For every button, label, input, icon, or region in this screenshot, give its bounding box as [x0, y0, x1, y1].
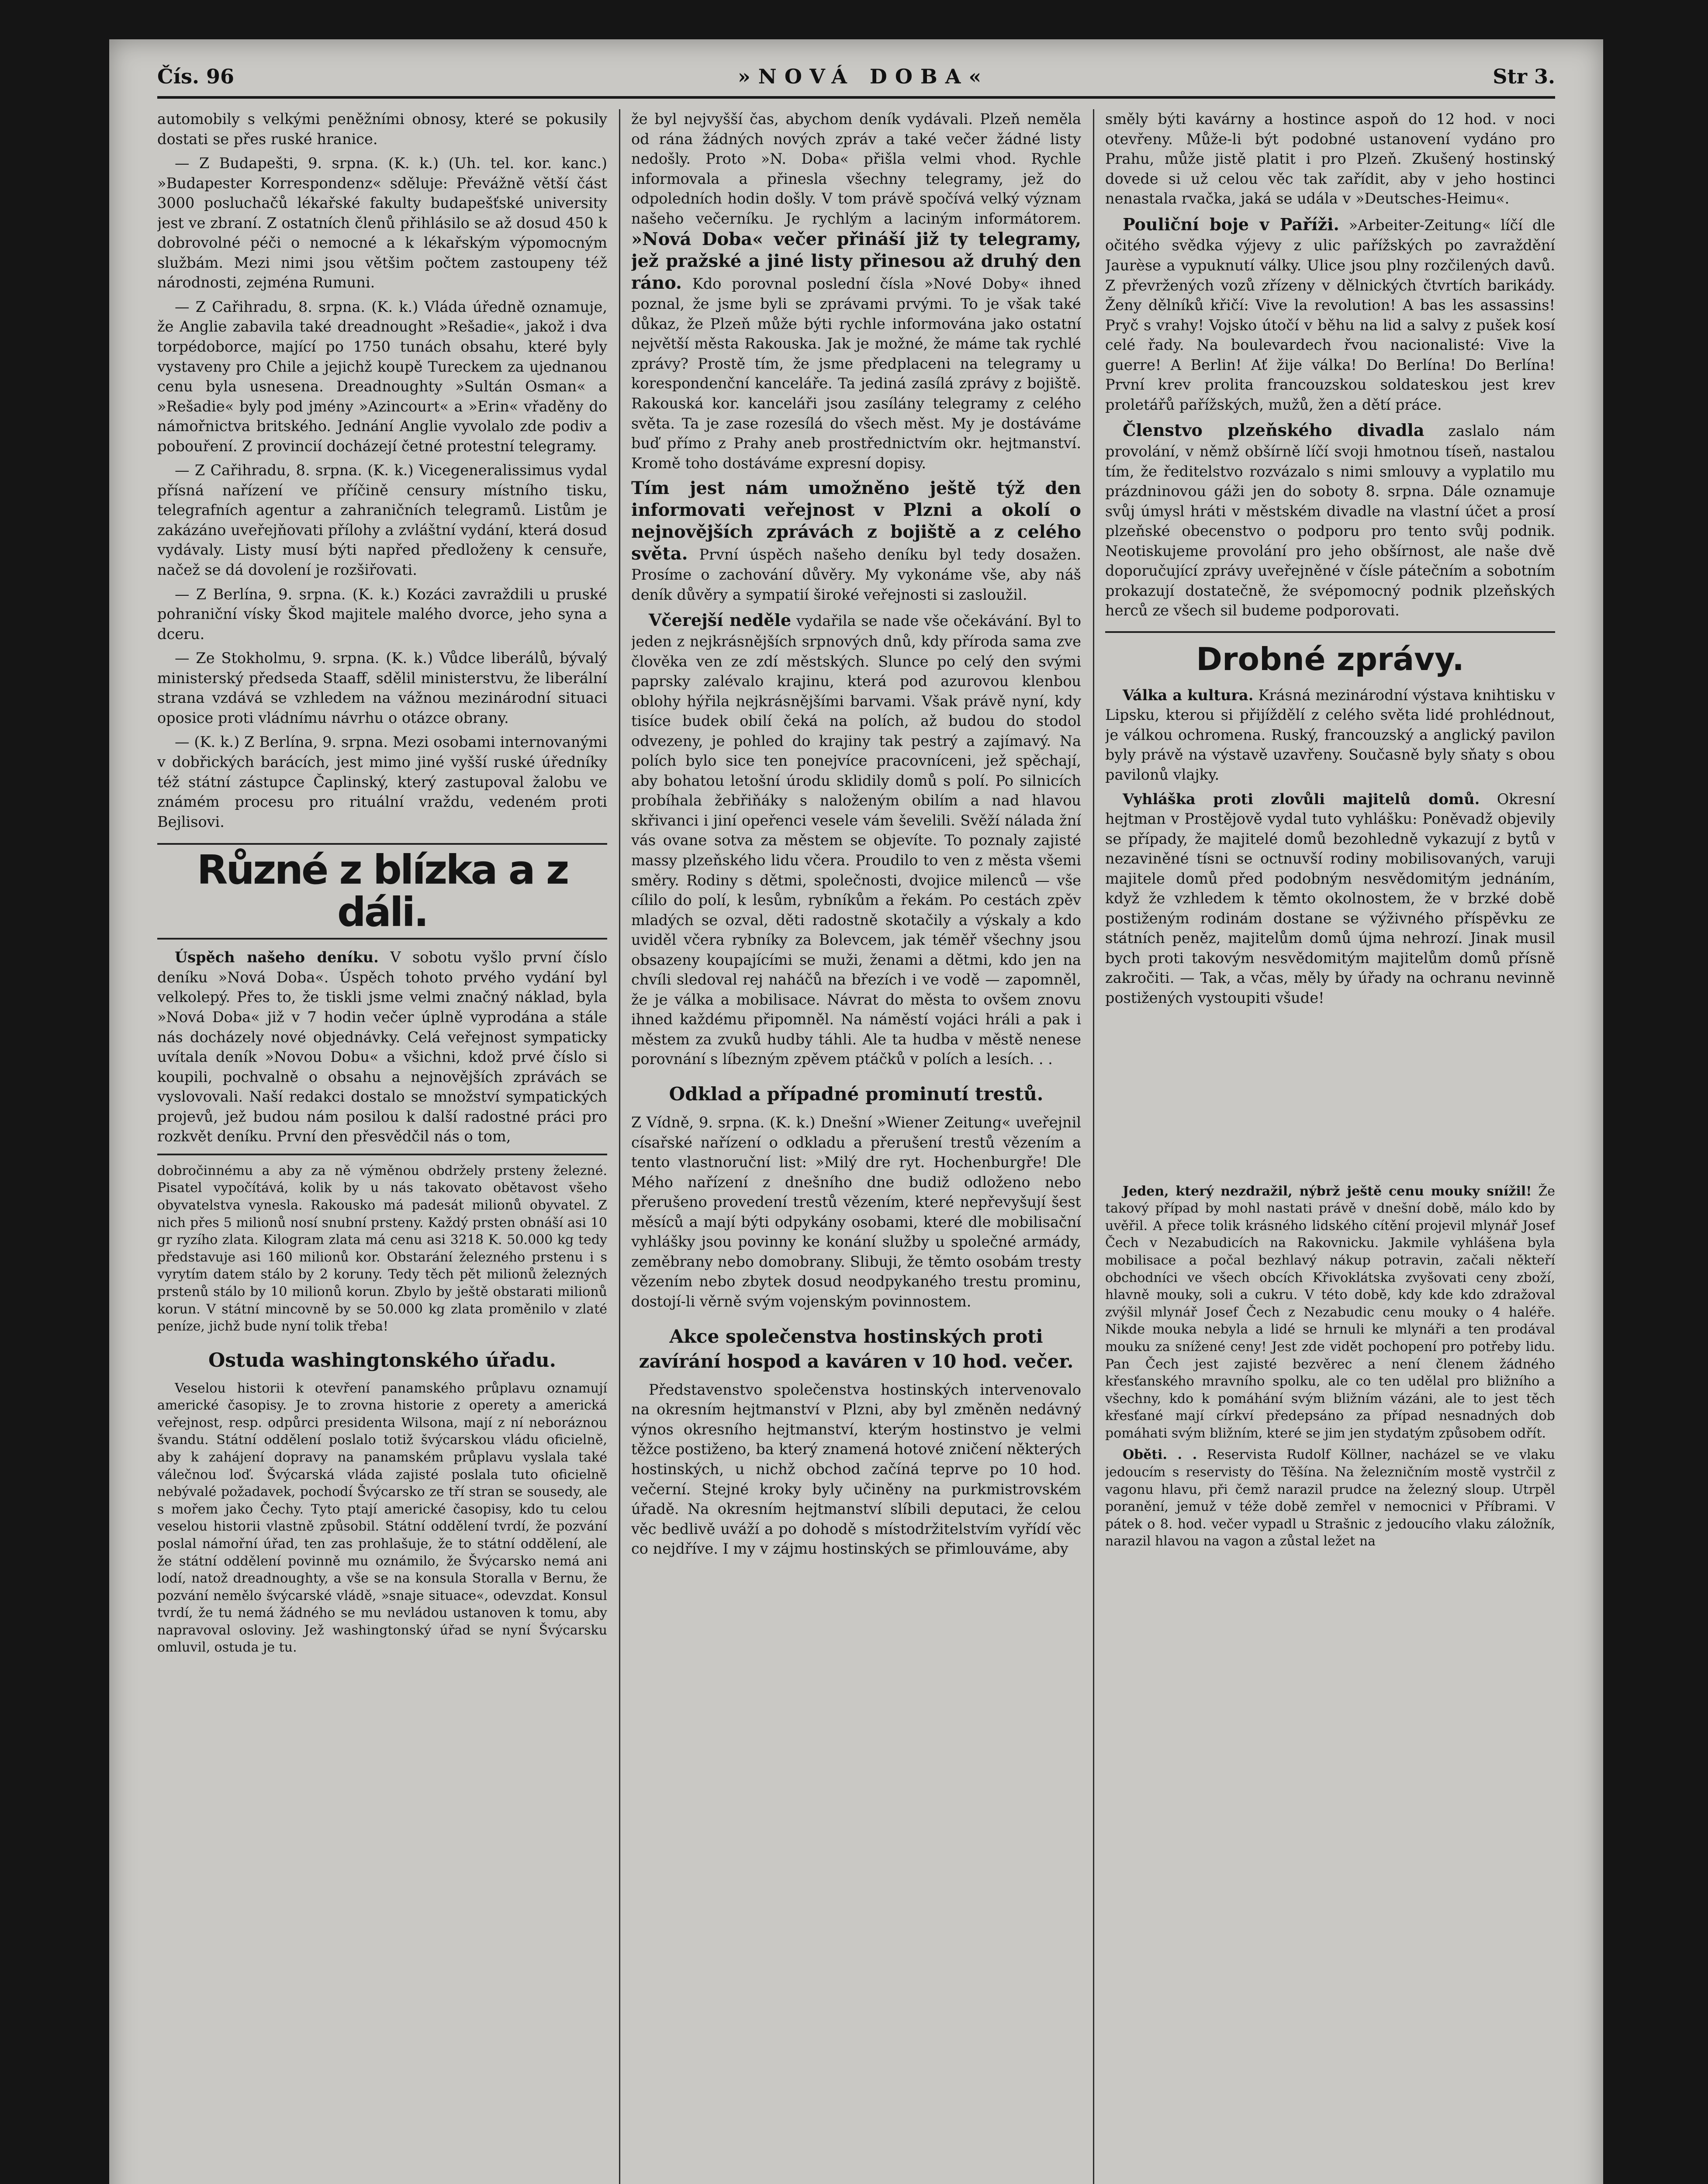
article-kicker: Pouliční boje v Paříži. — [1123, 214, 1339, 234]
article-text: Reservista Rudolf Köllner, nacházel se ve vlaku jedoucím s reservisty do Těšína. Na železničním mostě vystrčil z vagonu hlavu, při čemž narazil prudce na železný sloup. Utrpěl poranění, jemuž v téže době zemřel v nemocnici v Příbrami. V pátek o 8. hod. večer vypadl u Strašnic z jedoucího vlaku záložník, narazil hlavou na vagon a zůstal ležet na — [1105, 1447, 1555, 1549]
article-text: Okresní hejtman v Prostějově vydal tuto vyhlášku: Poněvadž objevily se případy, že majitelé domů bezohledně vykazují z bytů v nezaviněné tísni se octnuvší rodiny mobilisovaných, varuji majitele domů před podobným nesvědomitým jednáním, když že vzhledem k těmto okolnostem, že v brzké době postiženým rodinám dostane se výživného příspěvku ze státních peněz, majitelům domů újma nehrozí. Jinak musil bych proti takovým nesvědomitým majitelům domů přísně zakročiti. — Tak, a včas, měly by úřady na ochranu nevinně postižených vystoupiti všude! — [1105, 790, 1555, 1007]
page-number: Str 3. — [1493, 65, 1555, 88]
article-paragraph — [1105, 213, 1555, 415]
newspaper-title: »NOVÁ DOBA« — [738, 65, 989, 88]
article-paragraph — [1105, 685, 1555, 785]
article-text: »Arbeiter-Zeitung« líčí dle očitého svědka výjevy z ulic pařížských po zavraždění Jaurèse a vypuknutí války. Ulice jsou plny rozčilených davů. Z převržených vozů zřízeny v dělnických čtvrtích barikády. Ženy dělníků křičí: Vive la revolution! A bas les assassins! Pryč s vrahy! Vojsko útočí v běhu na lid a salvy z pušek kosí celé řady. Na boulevardech řvou nacionalisté: Vive la guerre! A Berlin! Ať žije válka! Do Berlína! Do Berlína! První krev prolita francouzskou soldateskou jest krev proletářů pařížských, mužů, žen a dětí práce. — [1105, 216, 1555, 413]
article-paragraph: automobily s velkými peněžními obnosy, které se pokusily dostati se přes ruské hranice. — [157, 111, 607, 148]
article-paragraph — [631, 477, 1081, 605]
article-kicker: Jeden, který nezdražil, nýbrž ještě cenu mouky snížil! — [1123, 1183, 1532, 1199]
article-kicker: Členstvo plzeňského divadla — [1123, 420, 1424, 440]
article-text: že byl nejvyšší čas, abychom deník vydávali. Plzeň neměla od rána žádných nových zpráv a také večer žádné listy nedošly. Proto »N. Doba« přišla velmi vhod. Rychle informovala a přinesla všechny telegramy, jež do odpoledních hodin došly. V tom právě spočívá velký význam našeho večerníku. Je rychlým a laciným informátorem. — [631, 111, 1081, 227]
highlight-text: Tím jest nám umožněno ještě týž den informovati veřejnost v Plzni a okolí o nejnovějších zprávách z bojiště a z celého světa. — [631, 478, 1081, 564]
column-divider — [1093, 109, 1094, 2184]
article-kicker: Úspěch našeho deníku. — [175, 949, 379, 966]
article-paragraph — [1105, 789, 1555, 1008]
blank-space — [1105, 1013, 1555, 1183]
column-divider — [619, 109, 620, 2184]
article-text: V sobotu vyšlo první číslo deníku »Nová Doba«. Úspěch tohoto prvého vydání byl velkolepý. Přes to, že tiskli jsme velmi značný náklad, byla »Nová Doba« již v 7 hodin večer úplně vyprodána a stále nás docházely nové objednávky. Celá veřejnost sympaticky uvítala deník »Novou Dobu« a všichni, kdož prvé číslo si koupili, pochvalně o obsahu a nejnovějších zprávách se vyslovovali. Naší redakci dostalo se množství sympatických projevů, jež budou nám posilou k další radostné práci pro rozkvět deníku. První den přesvědčil nás o tom, — [157, 949, 607, 1145]
article-kicker: Včerejší neděle — [649, 610, 792, 630]
article-paragraph: směly býti kavárny a hostince aspoň do 12 hod. v noci otevřeny. Může-li být podobné ustanovení vydáno pro Prahu, může jistě platit i pro Plzeň. Zkušený hostinský dovede si už celou věc tak zařídit, aby v jeho hostinci nenastala rvačka, jaká se udála v »Deutsches-Heimu«. — [1105, 111, 1555, 207]
article-paragraph: — Ze Stokholmu, 9. srpna. (K. k.) Vůdce liberálů, bývalý ministerský předseda Staaff, sdělil ministerstvu, že liberální strana vzdává se vzhledem na vážnou mezinárodní situaci oposice proti vládnímu návrhu o otázce obrany. — [157, 650, 607, 726]
article-kicker: Oběti. . . — [1123, 1447, 1197, 1463]
highlight-text: »Nová Doba« večer přináší již ty telegramy, jež pražské a jiné listy přinesou až druhý den ráno. — [631, 229, 1081, 294]
newspaper-page — [109, 39, 1603, 2184]
article-paragraph: dobročinnému a aby za ně výměnou obdržely prsteny železné. Pisatel vypočítává, kolik by u nás takovato obětavost všeho obyvatelstva vynesla. Rakousko má padesát milionů obyvatel. Z nich přes 5 milionů nosí snubní prsteny. Každý prsten obnáší asi 10 gr ryzího zlata. Kilogram zlata má cenu asi 3218 K. 50.000 kg tedy představuje asi 160 milionů kor. Obstarání železného prstenu i s vyrytím datem stálo by 2 koruny. Tedy těch pět milionů železných prstenů stálo by 10 milionů korun. Zbylo by ještě obstarati milionů korun. V státní mincovně by se 50.000 kg zlata proměnilo v zlaté peníze, jichž bude nyní tolik třeba! — [157, 1163, 607, 1334]
article-paragraph: — (K. k.) Z Berlína, 9. srpna. Mezi osobami internovanými v dobřických barácích, jest mimo jiné vyšší ruské úředníky též státní zástupce Čaplinský, který zastupoval žalobu ve známém procesu pro rituální vraždu, vedeném proti Bejlisovi. — [157, 733, 607, 830]
article-kicker: Válka a kultura. — [1123, 686, 1254, 704]
column-2 — [631, 109, 1081, 2184]
article-paragraph: — Z Berlína, 9. srpna. (K. k.) Kozáci zavraždili u pruské pohraniční vísky Škod majitele malého dvorce, jeho syna a dceru. — [157, 585, 607, 643]
article-paragraph — [1105, 1183, 1555, 1442]
article-text: Kdo porovnal poslední čísla »Nové Doby« ihned poznal, že jsme byli se zprávami prvými. To je však také důkaz, že Plzeň může býti rychle informována jako ostatní největší města Rakouska. Jak je možné, že máme tak rychlé zprávy? Prostě tím, že jsme předplaceni na telegramy u korespondenční kanceláře. Ta jediná zasílá zprávy z bojiště. Rakouská kor. kanceláři jsou zasílány telegramy z celého světa. Ta je zase rozesílá do všech měst. My je dostáváme buď přímo z Prahy aneb prostřednictvím okr. hejtmanství. Kromě toho dostáváme expresní dopisy. — [631, 275, 1081, 472]
article-kicker: Vyhláška proti zlovůli majitelů domů. — [1123, 790, 1480, 808]
article-title: Akce společenstva hostinských proti zavírání hospod a kaváren v 10 hod. večer. — [639, 1325, 1074, 1372]
article-text: Že takový případ by mohl nastati právě v dnešní době, málo kdo by uvěřil. A přece tolik krásného lidského cítění projevil mlynář Josef Čech v Nezabudicích na Rakovnicku. Jakmile vyhlášena byla mobilisace a počal bezhlavý nákup potravin, začali někteří obchodníci ve všech obcích Křivoklátska zvyšovati ceny zboží, hlavně mouky, soli a cukru. V této době, kdy kde kdo zdražoval zvýšil mlynář Josef Čech z Nezabudic cenu mouky o 4 haléře. Nikde mouka nebyla a lidé se hrnuli ke mlynáři a ten prodával mouku za snížené ceny! Jest zde vidět pochopení pro potřeby lidu. Pan Čech jest zajisté bezvěrec a není členem žádného křesťanského mravního spolku, ale co ten udělal pro bližního a všechny, kdo k pomáhání svým bližním vázáni, ale to jest těch křesťané mají církví předepsáno za případ nesnadných dob pomáhati svým bližním, které se jim jen stydatým způsobem odřít. — [1105, 1183, 1555, 1441]
article-text: vydařila se nade vše očekávání. Byl to jeden z nejkrásnějších srpnových dnů, kdy příroda sama zve člověka ven ze zdí městských. Slunce po celý den svými paprsky zalévalo krajinu, která pod azurovou klenbou oblohy hýřila nejkrásnějšími barvami. Však právě nyní, kdy tisíce budek obilí čeká na polích, až budou do stodol odvezeny, je pohled do krajiny tak pestrý a zajímavý. Na polích bylo sice ten ponejvíce pracovníceni, jež spěchají, aby bohatou letošní úrodu sklidily domů s polí. Po silnicích probíhala žebřiňáky s naloženým obilím a nad hlavou skřivanci i jiní opeřenci vesele vám ševelili. Svěží nálada žní vás ovane sotva za městem se objevíte. To poznaly zajisté massy plzeňského lidu včera. Proudilo to ven z města všemi směry. Rodiny s dětmi, společnosti, dvojice milenců — vše cílilo do polí, k lesům, rybníkům a řekám. Po cestách zpěv mladých se ozval, děti radostně skotačily a výskaly a kdo uviděl včera rybníky za Bolevcem, jak téměř všechny jsou obsazeny koupajícími se muži, ženami a dětmi, kdo jen na chvíli sledoval rej naháčů na březích i ve vodě — zapomněl, že je válka a mobilisace. Návrat do města to ovšem znovu ihned každému připomněl. Na náměstí vojáci hráli a pak i městem za zvuků hudby táhli. Ale ta hudba v městě nenese porovnání s líbezným zpěvem ptáčků v polích a lesích. . . — [631, 612, 1081, 1068]
section-title: Drobné zprávy. — [1105, 631, 1555, 681]
article-text: Krásná mezinárodní výstava knihtisku v Lipsku, kterou si přijíždělí z celého světa lidé prohlédnout, je válkou ochromena. Ruský, francouzský a anglický pavilon byly právě na výstavě uzavřeny. Současně byly sňaty s obou pavilonů vlajky. — [1105, 686, 1555, 784]
columns — [157, 109, 1555, 2184]
article-paragraph — [631, 609, 1081, 1069]
article-text: První úspěch našeho deníku byl tedy dosažen. Prosíme o zachování důvěry. My vykonáme vše, aby náš deník důvěry a sympatií široké veřejnosti si zasloužil. — [631, 546, 1081, 603]
article-text: zaslalo nám provolání, v němž obšírně líčí svoji hmotnou tíseň, nastalou tím, že ředitelstvo rozvázalo s nimi smlouvy a vyplatilo mu prázdninovou gáži jen do soboty 8. srpna. Dále oznamuje svůj úmysl hráti v městském divadle na vlastní účet a prosí plzeňské obecenstvo o podporu pro tento svůj podnik. Neotiskujeme provolání pro jeho obšírnost, ale naše dvě doporučující zprávy uveřejněné v čísle pátečním a sobotním prokazují dostatečně, že svépomocný podnik plzeňských herců ze všech sil budeme podporovati. — [1105, 422, 1555, 619]
article-paragraph: — Z Budapešti, 9. srpna. (K. k.) (Uh. tel. kor. kanc.) »Budapester Korrespondenz« sděluje: Převážně větší část 3000 posluchačů lékařské fakulty budapešťské university jest ve zbraní. Z ostatních členů přihlásilo se až dosud 450 k dobrovolné péči o nemocné a k lékařským výpomocným službám. Mezi nimi jsou většim počtem zastoupeny též národnosti, zejména Rumuni. — [157, 155, 607, 291]
page-header — [157, 57, 1555, 99]
divider — [157, 1154, 607, 1155]
column-1 — [157, 109, 607, 2184]
article-paragraph — [631, 109, 1081, 473]
article-title: Odklad a případné prominutí trestů. — [669, 1083, 1044, 1105]
issue-number: Čís. 96 — [157, 65, 235, 88]
article-paragraph: — Z Cařihradu, 8. srpna. (K. k.) Vicegeneralissimus vydal přísná nařízení ve příčině censury místního tisku, telegrafních agentur a zahraničních telegramů. Listům je zakázáno uveřejňovati přílohy a zvláštní vydání, která dosud vydávaly. Listy musí býti napřed předloženy k censuře, načež se dá dovolení je rozšiřovati. — [157, 462, 607, 579]
article-paragraph — [1105, 1446, 1555, 1550]
article-title: Ostuda washingtonského úřadu. — [208, 1349, 556, 1372]
article-paragraph — [1105, 419, 1555, 621]
column-3 — [1105, 109, 1555, 2184]
article-paragraph: — Z Cařihradu, 8. srpna. (K. k.) Vláda úředně oznamuje, že Anglie zabavila také dreadnought »Rešadie«, jakož i dva torpédoborce, mající po 1750 tunách obsahu, které byly vystaveny pro Chile a jejichž koupě Tureckem za ujednanou cenu byla usnesena. Dreadnoughty »Sultán Osman« a »Rešadie« byly pod jmény »Azincourt« a »Erin« vřaděny do námořnictva britského. Jednání Anglie vyvolalo zde podiv a pobouření. Z provincií docházejí četné protestní telegramy. — [157, 298, 607, 455]
article-paragraph: Představenstvo společenstva hostinských intervenovalo na okresním hejtmanství v Plzni, aby byl změněn nedávný výnos okresního hejtmanství, kterým hostinstvo je velmi těžce postiženo, ba který znamená hotové zničení některých hostinských, u nichž obchod začíná teprve po 10 hod. večerní. Stejné kroky byly učiněny na purkmistrovském úřadě. Na okresním hejtmanství slíbili deputaci, že celou věc bedlivě uváží a po dohodě s místodržitelstvím vyřídí věc co nejdříve. I my v zájmu hostinských se přimlouváme, aby — [631, 1381, 1081, 1558]
section-title: Různé z blízka a z dáli. — [157, 843, 607, 940]
article-paragraph: Z Vídně, 9. srpna. (K. k.) Dnešní »Wiener Zeitung« uveřejnil císařské nařízení o odkladu a přerušení trestů vězením a tento vlastnoruční list: »Milý dre ryt. Hochenburgře! Dle Mého nařízení z dnešního dne budiž odloženo nebo přerušeno provedení trestů vězením, které nepřevyšují šest měsíců a mají býti odpykány osobami, které dle mobilisační vyhlášky jsou povinny ke konání služby u společné armády, zeměbrany nebo domobrany. Slibuji, že těmto osobám tresty vězením nebo zbytek dosud neodpykaného trestu prominu, dostojí-li věrně svým vojenským povinnostem. — [631, 1114, 1081, 1310]
article-paragraph — [157, 947, 607, 1146]
article-paragraph: Veselou historii k otevření panamského průplavu oznamují americké časopisy. Je to zrovna historie z operety a americká veřejnost, resp. odpůrci presidenta Wilsona, mají z ní neboráznou švandu. Státní oddělení poslalo totiž švýcarskou vládu oficielně, aby k zahájení dopravy na panamském průplavu vyslala také válečnou loď. Švýcarská vláda zajisté poslala tuto oficielně nebývalé požadavek, pochodí Švýcarsko ze tří stran se sousedy, ale s mořem jako Čechy. Tyto ptají americké časopisy, kdo tu celou veselou historii vlastně způsobil. Státní oddělení tvrdí, že pozvání poslal námořní úřad, ten zas prohlašuje, že to státní oddělení, ale že státní oddělení povinně mu oznámilo, že Švýcarsko nemá ani lodí, natož dreadnoughty, a vše se na konsula Storalla v Bernu, že pozvání nemělo švýcarské vládě, »snaje situace«, odevzdat. Konsul tvrdí, že tu nemá žádného se mu nevládou ustanoven k tomu, aby napravoval osloviny. Jež washingtonský úřad se nyní Švýcarsku omluvil, ostuda je tu. — [157, 1380, 607, 1655]
